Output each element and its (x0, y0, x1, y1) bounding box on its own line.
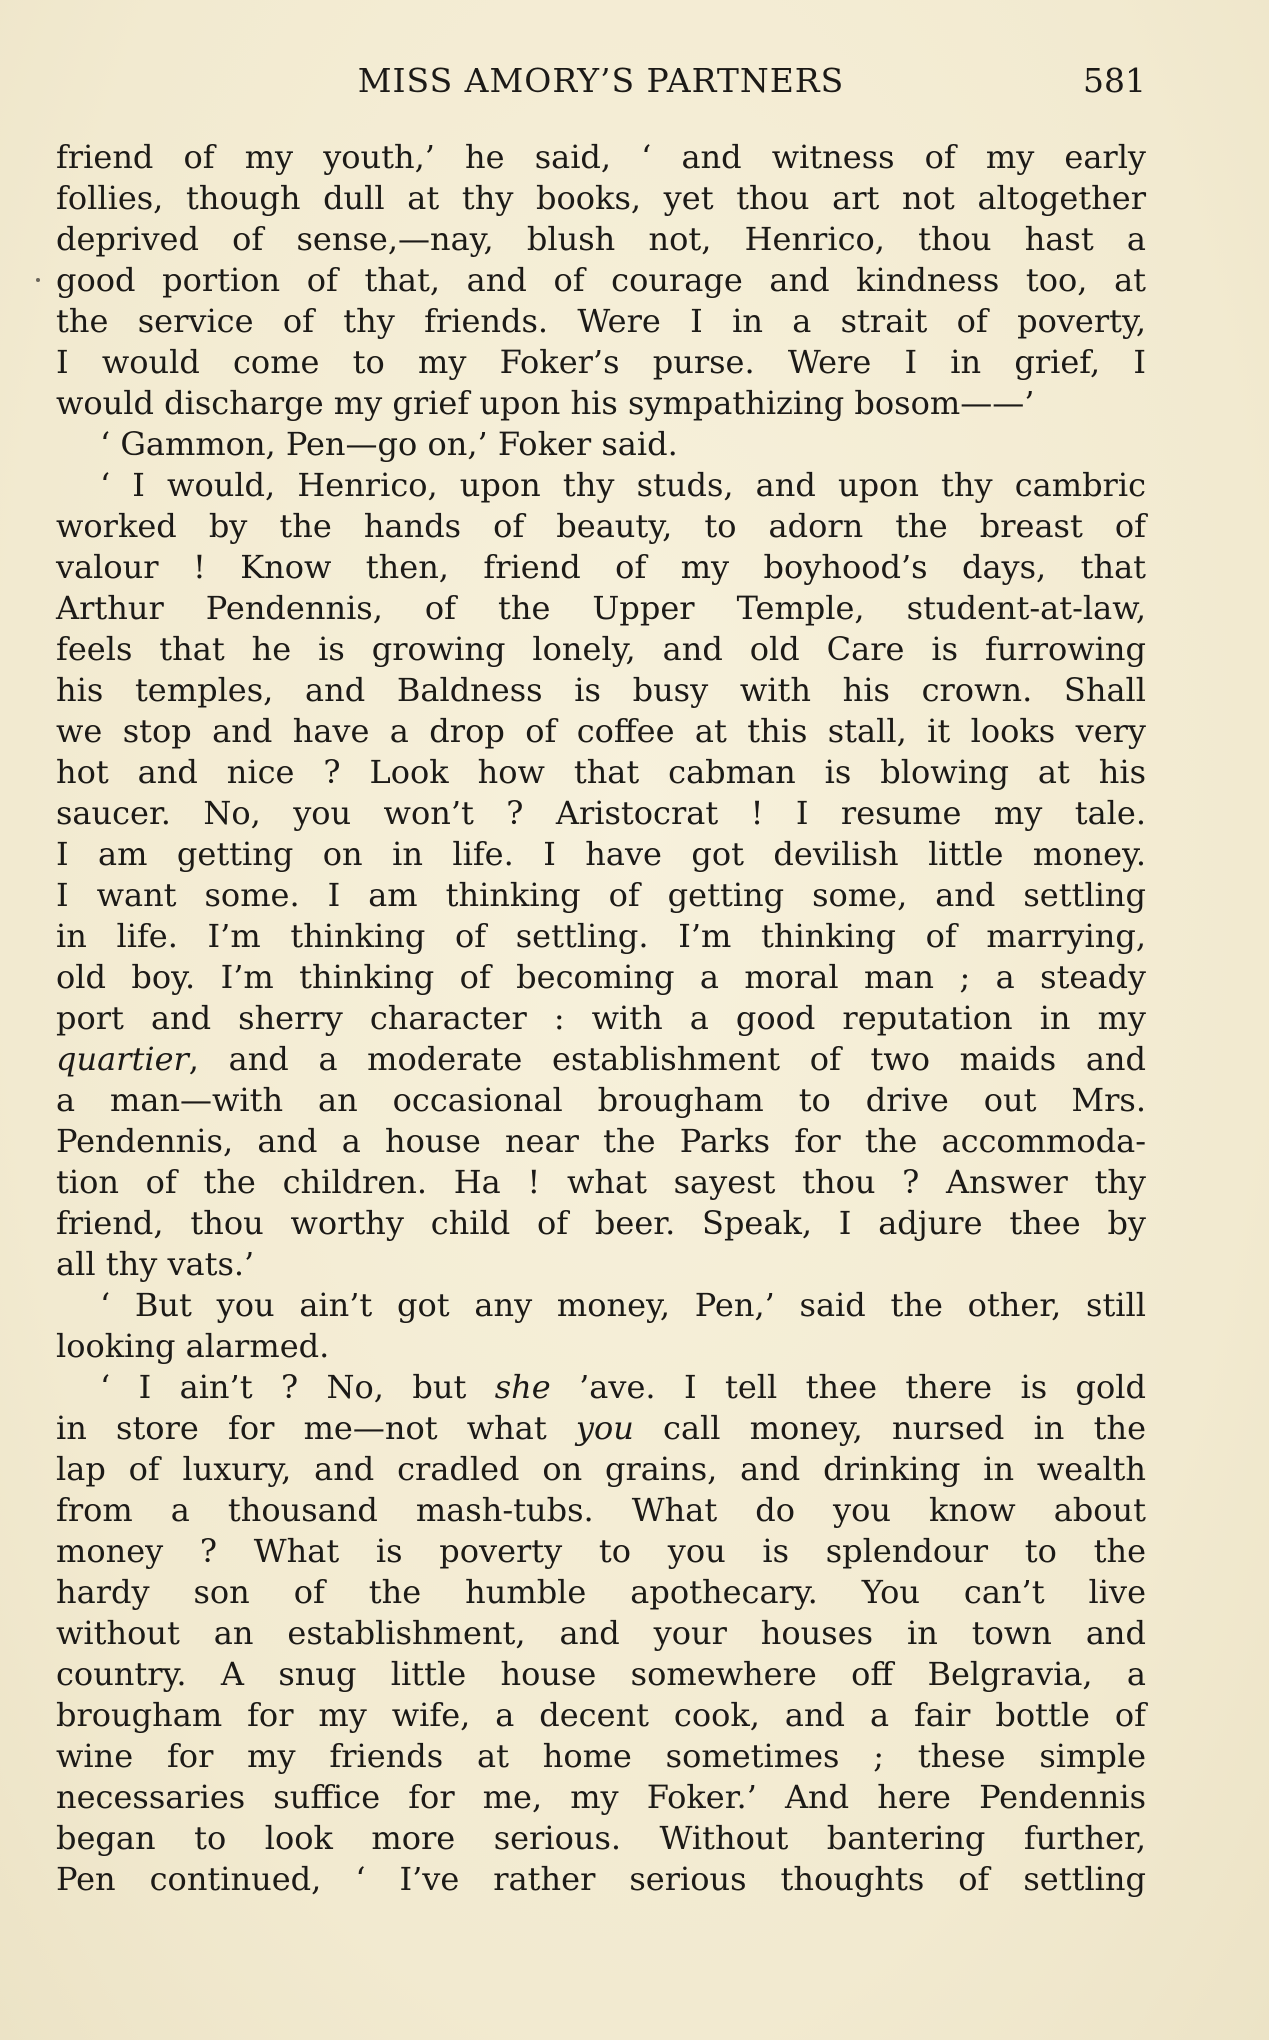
text-line: quartier, and a moderate establishment of two maids and (56, 1040, 1146, 1078)
text-line: all thy vats.’ (56, 1245, 255, 1283)
text-line: ‘ Gammon, Pen—go on,’ Foker said. (100, 425, 678, 463)
running-head (56, 58, 1146, 104)
text-line: country. A snug little house somewhere off Belgravia, a (56, 1655, 1146, 1693)
text-line: I am getting on in life. I have got devilish little money. (56, 835, 1146, 873)
text-line: money ? What is poverty to you is splendour to the (56, 1532, 1146, 1570)
text-line: I want some. I am thinking of getting some, and settling (56, 876, 1146, 914)
text-line: Arthur Pendennis, of the Upper Temple, student-at-law, (56, 589, 1146, 627)
text-line: saucer. No, you won’t ? Aristocrat ! I resume my tale. (56, 794, 1146, 832)
text-line: ‘ I would, Henrico, upon thy studs, and upon thy cambric (100, 466, 1146, 504)
text-line: good portion of that, and of courage and kindness too, at (56, 261, 1146, 299)
text-line: tion of the children. Ha ! what sayest thou ? Answer thy (56, 1163, 1146, 1201)
body-text (56, 137, 1146, 1900)
text-line: the service of thy friends. Were I in a strait of poverty, (56, 302, 1146, 340)
text-line: necessaries suffice for me, my Foker.’ And here Pendennis (56, 1778, 1146, 1816)
text-line: wine for my friends at home sometimes ; these simple (56, 1737, 1146, 1775)
paper-speck (36, 278, 40, 282)
running-title: MISS AMORY’S PARTNERS (357, 61, 845, 100)
text-line: old boy. I’m thinking of becoming a moral man ; a steady (56, 958, 1146, 996)
text-line: brougham for my wife, a decent cook, and a fair bottle of (56, 1696, 1146, 1734)
text-line: follies, though dull at thy books, yet thou art not altogether (56, 179, 1146, 217)
text-line: hot and nice ? Look how that cabman is blowing at his (56, 753, 1146, 791)
text-line: from a thousand mash-tubs. What do you know about (56, 1491, 1146, 1529)
text-line: Pen continued, ‘ I’ve rather serious thoughts of settling (56, 1860, 1146, 1898)
text-line: looking alarmed. (56, 1327, 330, 1365)
text-line: I would come to my Foker’s purse. Were I in grief, I (56, 343, 1146, 381)
text-line: his temples, and Baldness is busy with his crown. Shall (56, 671, 1146, 709)
text-line: began to look more serious. Without bantering further, (56, 1819, 1146, 1857)
text-line: lap of luxury, and cradled on grains, and drinking in wealth (56, 1450, 1146, 1488)
text-line: deprived of sense,—nay, blush not, Henrico, thou hast a (56, 220, 1146, 258)
text-line: valour ! Know then, friend of my boyhood’s days, that (56, 548, 1146, 586)
text-line: worked by the hands of beauty, to adorn the breast of (56, 507, 1146, 545)
text-line: feels that he is growing lonely, and old Care is furrowing (56, 630, 1146, 668)
text-line: friend, thou worthy child of beer. Speak, I adjure thee by (56, 1204, 1146, 1242)
text-line: ‘ But you ain’t got any money, Pen,’ said the other, still (100, 1286, 1146, 1324)
text-line: hardy son of the humble apothecary. You can’t live (56, 1573, 1146, 1611)
text-line: without an establishment, and your houses in town and (56, 1614, 1146, 1652)
text-line: a man—with an occasional brougham to drive out Mrs. (56, 1081, 1146, 1119)
text-line: friend of my youth,’ he said, ‘ and witness of my early (56, 138, 1146, 176)
text-line: port and sherry character : with a good reputation in my (56, 999, 1146, 1037)
text-line: in life. I’m thinking of settling. I’m thinking of marrying, (56, 917, 1146, 955)
text-line: Pendennis, and a house near the Parks for the accommoda- (56, 1122, 1146, 1160)
text-line: we stop and have a drop of coffee at this stall, it looks very (56, 712, 1146, 750)
page-number: 581 (1083, 61, 1146, 100)
text-line: ‘ I ain’t ? No, but she ’ave. I tell thee there is gold (100, 1368, 1147, 1406)
text-line: would discharge my grief upon his sympathizing bosom——’ (56, 384, 1035, 422)
text-line: in store for me—not what you call money, nursed in the (56, 1409, 1147, 1447)
